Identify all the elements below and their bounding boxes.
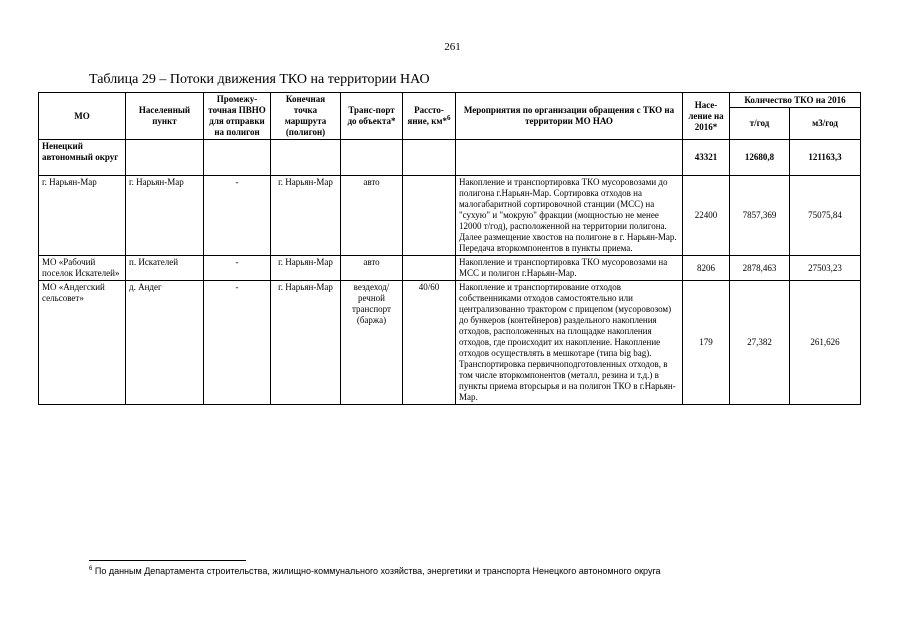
row-distance: 40/60 — [403, 281, 456, 405]
row-tko-m3year: 27503,23 — [790, 256, 861, 281]
row-distance — [403, 256, 456, 281]
header-tko-group: Количество ТКО на 2016 — [730, 93, 861, 108]
table-row — [39, 281, 861, 405]
row-tko-tyear: 27,382 — [730, 281, 790, 405]
row-intermediate: - — [204, 281, 271, 405]
footnote-mark: 6 — [89, 566, 93, 572]
row-measures: Накопление и транспортирование отходов собственниками отходов самостоятельно или централизованно трактором с прицепом (мусоровозом) до бункеров (контейнеров) раздельного накопления отходов, расположенных на площадке накопления отходов, где происходит их накопление. Накопление отходов осуществлять в мешкотаре (типа big bag). Транспортировка первичноподготовленных отходов, в том числе вторкомпонентов (металл, резина и т.д.) в пункты приема вторсырья и на полигон ТКО в г.Нарьян-Мар. — [456, 281, 683, 405]
row-transport: авто — [341, 176, 403, 256]
row-intermediate: - — [204, 256, 271, 281]
row-measures: Накопление и транспортировка ТКО мусоровозами на МСС и полигон г.Нарьян-Мар. — [456, 256, 683, 281]
summary-tko-m3year: 121163,3 — [790, 140, 861, 176]
row-population: 8206 — [683, 256, 730, 281]
summary-empty-cell — [403, 140, 456, 176]
row-settlement: д. Андег — [126, 281, 204, 405]
row-population: 22400 — [683, 176, 730, 256]
row-endpoint: г. Нарьян-Мар — [271, 281, 341, 405]
summary-empty-cell — [456, 140, 683, 176]
header-tko-tyear: т/год — [730, 108, 790, 140]
summary-population: 43321 — [683, 140, 730, 176]
footnote-text: По данным Департамента строительства, жилищно-коммунального хозяйства, энергетики и транспорта Ненецкого автономного округа — [94, 566, 661, 576]
row-mo: г. Нарьян-Мар — [39, 176, 126, 256]
header-row — [39, 93, 861, 108]
page-number: 261 — [444, 41, 461, 53]
header-distance — [403, 93, 456, 140]
row-settlement: п. Искателей — [126, 256, 204, 281]
header-endpoint: Конечная точка маршрута (полигон) — [271, 93, 341, 140]
table-row — [39, 256, 861, 281]
row-population: 179 — [683, 281, 730, 405]
tko-flow-table — [38, 92, 861, 405]
row-measures: Накопление и транспортировка ТКО мусоровозами до полигона г.Нарьян-Мар. Сортировка отходов на малогабаритной сортировочной станции (МСС) на "сухую" и "мокрую" фракции (мощностью не менее 12000 т/год), расположенной на территории полигона. Далее размещение хвостов на полигоне в г. Нарьян-Мар. Передача вторкомпонентов в пункты приема. — [456, 176, 683, 256]
summary-row — [39, 140, 861, 176]
header-settlement: Населенный пункт — [126, 93, 204, 140]
table-row — [39, 176, 861, 256]
row-tko-m3year: 261,626 — [790, 281, 861, 405]
row-mo: МО «Рабочий поселок Искателей» — [39, 256, 126, 281]
summary-tko-tyear: 12680,8 — [730, 140, 790, 176]
row-intermediate: - — [204, 176, 271, 256]
row-transport: авто — [341, 256, 403, 281]
row-mo: МО «Андегский сельсовет» — [39, 281, 126, 405]
row-endpoint: г. Нарьян-Мар — [271, 176, 341, 256]
footnote-divider — [89, 560, 246, 561]
table-title: Таблица 29 – Потоки движения ТКО на территории НАО — [89, 72, 430, 87]
header-distance-label: Рассто-яние, км* — [407, 105, 448, 126]
header-population: Насе-ление на 2016* — [683, 93, 730, 140]
summary-empty-cell — [204, 140, 271, 176]
row-transport: вездеход/ речной транспорт (баржа) — [341, 281, 403, 405]
row-endpoint: г. Нарьян-Мар — [271, 256, 341, 281]
row-tko-tyear: 7857,369 — [730, 176, 790, 256]
header-transport: Транс-порт до объекта* — [341, 93, 403, 140]
header-mo: МО — [39, 93, 126, 140]
summary-empty-cell — [341, 140, 403, 176]
header-intermediate: Промежу-точная ПВНО для отправки на полигон — [204, 93, 271, 140]
row-settlement: г. Нарьян-Мар — [126, 176, 204, 256]
row-tko-m3year: 75075,84 — [790, 176, 861, 256]
summary-empty-cell — [271, 140, 341, 176]
summary-mo: Ненецкий автономный округ — [39, 140, 126, 176]
row-distance — [403, 176, 456, 256]
summary-empty-cell — [126, 140, 204, 176]
header-measures: Мероприятия по организации обращения с ТКО на территории МО НАО — [456, 93, 683, 140]
row-tko-tyear: 2878,463 — [730, 256, 790, 281]
footnote-ref: 6 — [447, 114, 451, 122]
footnote — [89, 566, 661, 576]
header-tko-m3year: м3/год — [790, 108, 861, 140]
